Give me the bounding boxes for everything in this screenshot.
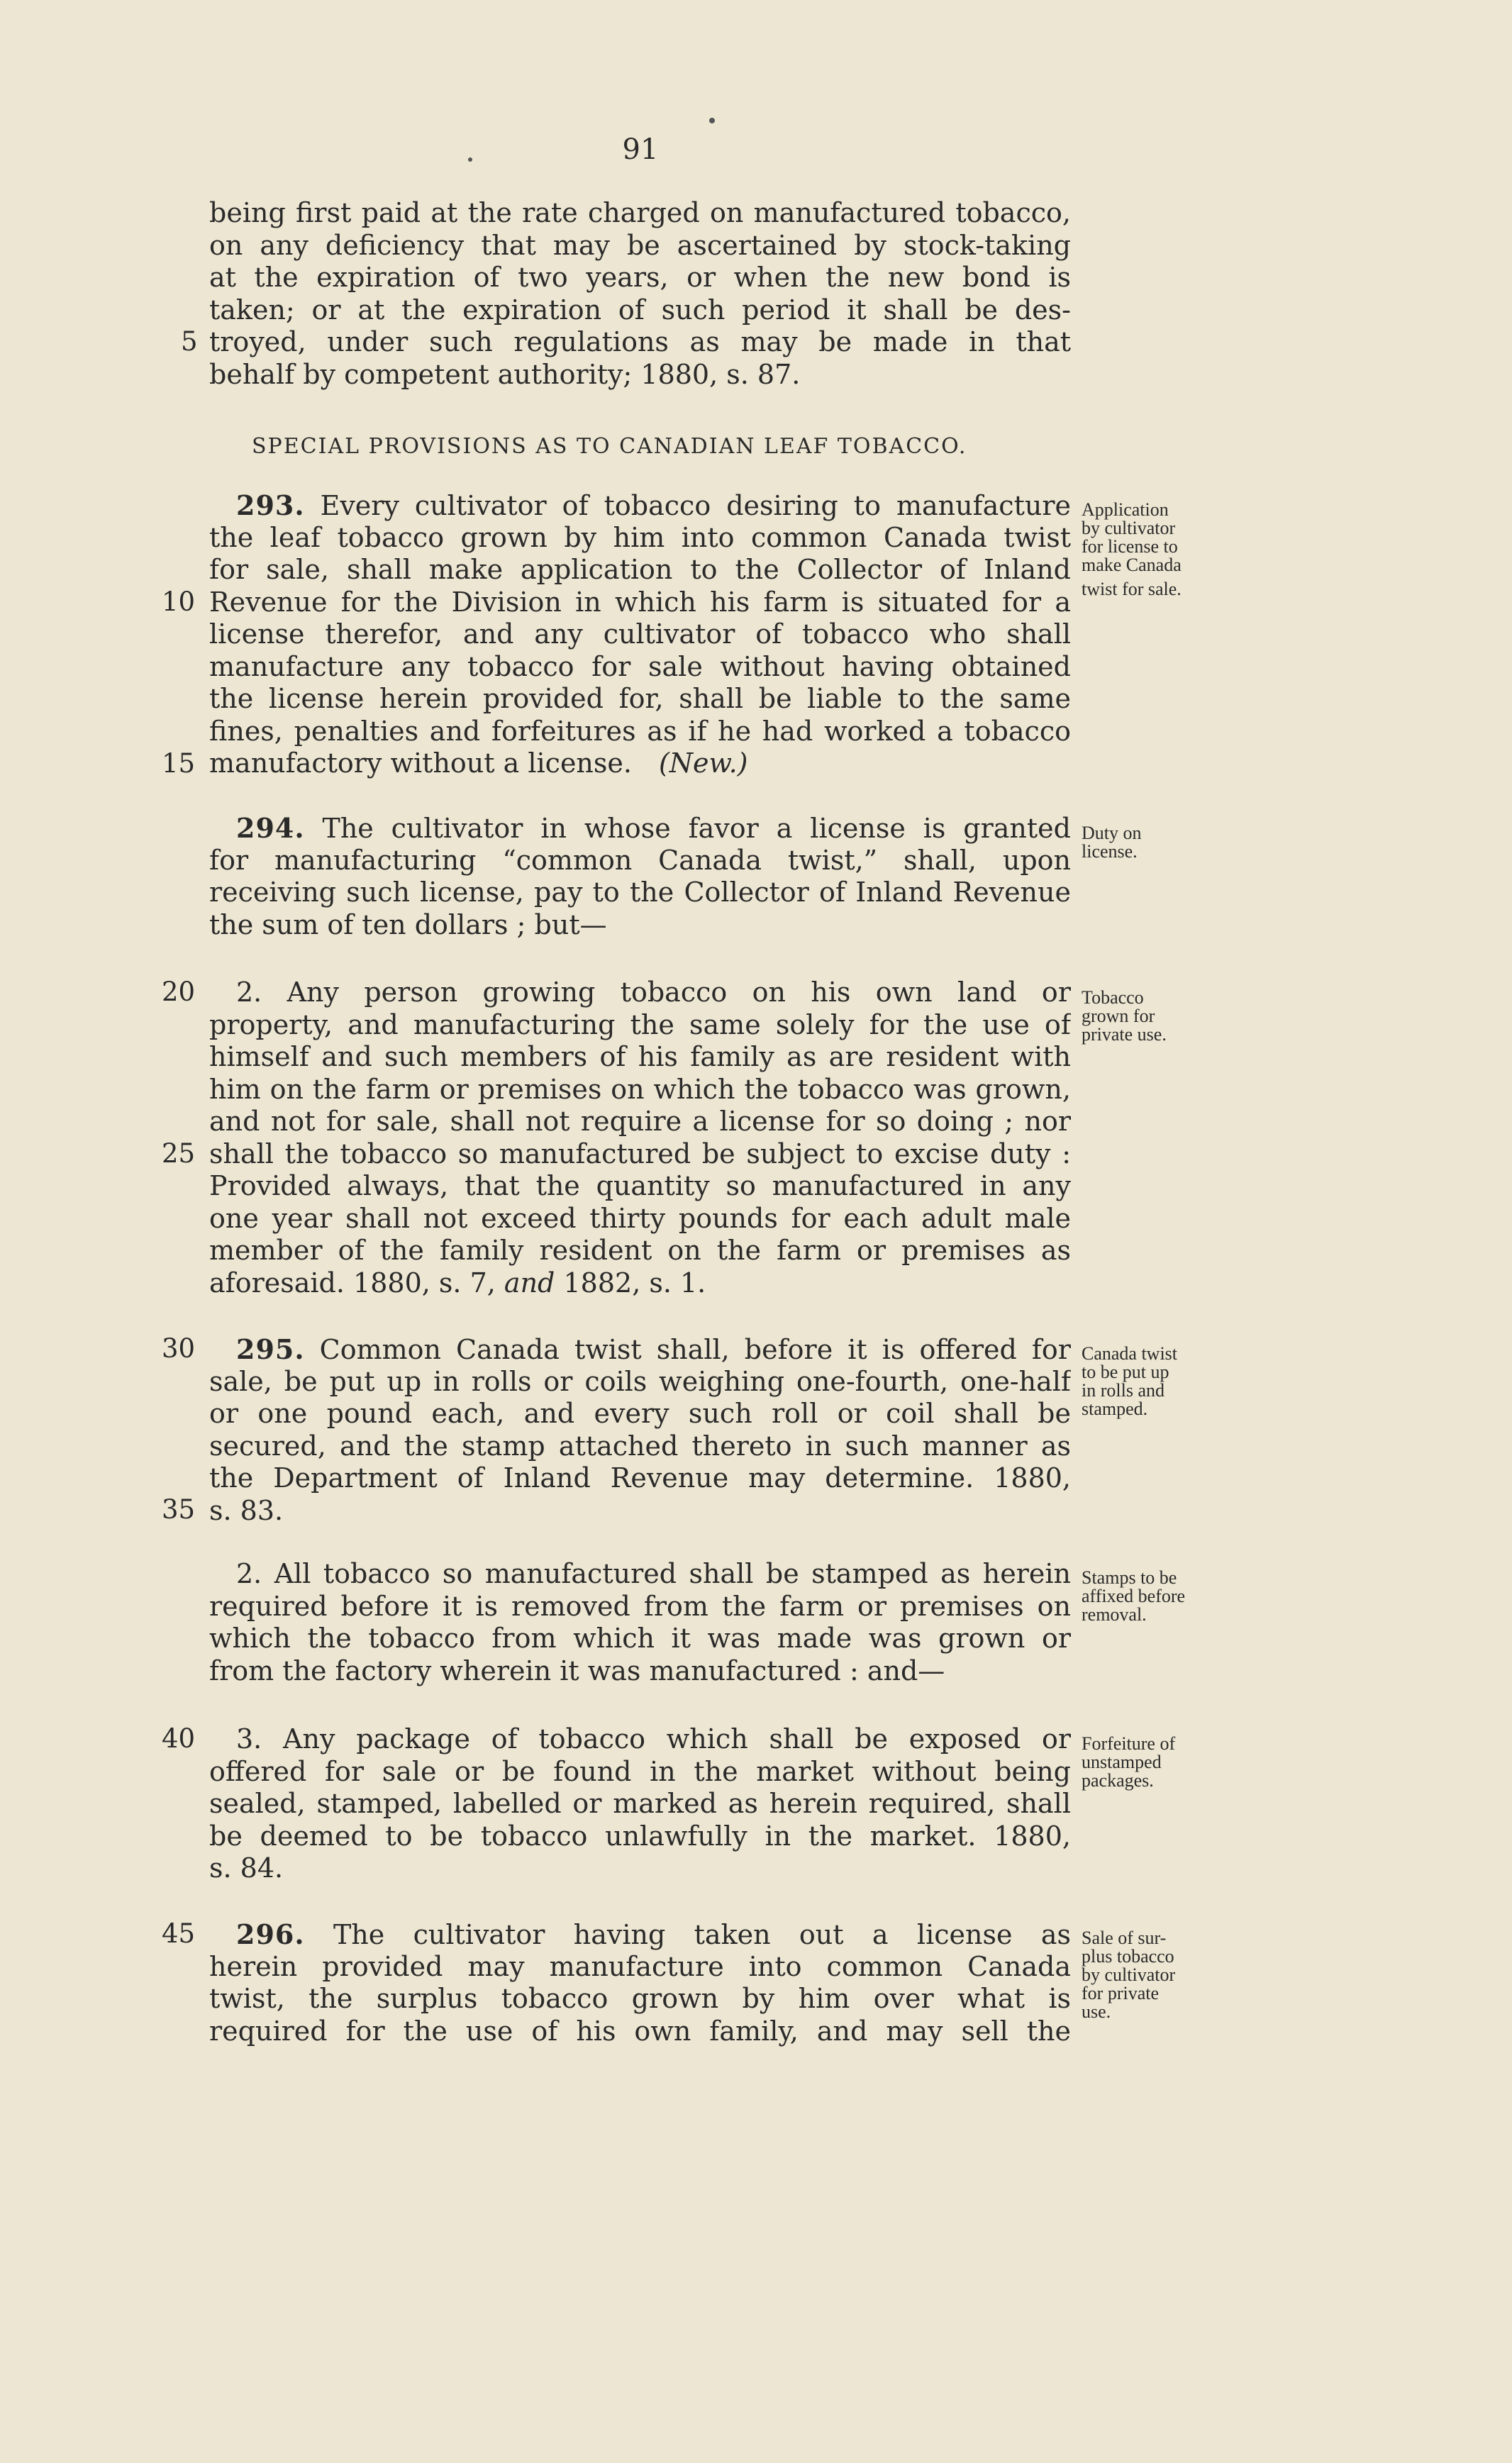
text-line: fines, penalties and forfeitures as if he had worked a tobacco (209, 715, 1071, 747)
line-number: 30 (162, 1333, 196, 1364)
margin-note (1082, 501, 1238, 599)
text-line (209, 489, 1071, 522)
citation-and: and (504, 1267, 555, 1299)
margin-line: make Canada (1082, 555, 1182, 575)
text-line: on any deficiency that may be ascertained by stock-taking (209, 229, 1071, 261)
margin-line: for license to (1082, 536, 1178, 557)
text-line: be deemed to be tobacco unlawfully in the market. 1880, (209, 1820, 1071, 1852)
margin-line: Canada twist (1082, 1343, 1178, 1364)
text-line: him on the farm or premises on which the tobacco was grown, (209, 1073, 1071, 1105)
text-line: behalf by competent authority; 1880, s. 87. (209, 358, 801, 390)
margin-line: private use. (1082, 1024, 1167, 1045)
text-line: troyed, under such regulations as may be made in that (209, 326, 1071, 357)
opening-paragraph (209, 197, 1071, 391)
text-line: being first paid at the rate charged on manufactured tobacco, (209, 197, 1071, 228)
text-line: one year shall not exceed thirty pounds for each adult male (209, 1202, 1071, 1234)
text-line: for sale, shall make application to the Collector of Inland (209, 554, 1071, 585)
margin-line: Forfeiture of (1082, 1733, 1176, 1754)
line-number: 35 (162, 1494, 196, 1525)
subsection-private-use (209, 977, 1071, 1299)
text-line: herein provided may manufacture into common Canada (209, 1950, 1071, 1982)
margin-line: for private (1082, 1983, 1160, 2003)
margin-line: by cultivator (1082, 518, 1176, 538)
section-number: 294. (236, 812, 305, 844)
margin-line: in rolls and (1082, 1380, 1164, 1401)
text-fragment: Any package of tobacco which shall be exposed or (283, 1723, 1071, 1755)
text-line (209, 1333, 1071, 1366)
section-293 (209, 489, 1071, 780)
margin-line: Sale of sur- (1082, 1928, 1167, 1948)
text-line: the leaf tobacco grown by him into common Canada twist (209, 521, 1071, 553)
text-line: for manufacturing “common Canada twist,” shall, upon (209, 844, 1071, 876)
section-number: 293. (236, 489, 305, 521)
text-line: offered for sale or be found in the market without being (209, 1755, 1071, 1787)
text-line: Revenue for the Division in which his farm is situated for a (209, 586, 1071, 618)
margin-line: twist for sale. (1082, 579, 1182, 599)
text-fragment: manufactory without a license. (209, 747, 632, 779)
line-number: 5 (181, 326, 198, 357)
subsection-number: 3. (236, 1723, 262, 1755)
text-line: s. 83. (209, 1494, 284, 1526)
text-line: or one pound each, and every such roll or coil shall be (209, 1398, 1071, 1429)
section-number: 296. (236, 1918, 305, 1950)
margin-line: stamped. (1082, 1399, 1148, 1419)
margin-note (1082, 1929, 1238, 2021)
margin-line: grown for (1082, 1006, 1155, 1026)
text-line: himself and such members of his family as are resident with (209, 1041, 1071, 1072)
text-line: manufacture any tobacco for sale without having obtained (209, 650, 1071, 682)
margin-line: plus tobacco (1082, 1946, 1174, 1967)
text-line: member of the family resident on the farm or premises as (209, 1235, 1071, 1266)
text-line (209, 1267, 1071, 1300)
margin-line: unstamped (1082, 1752, 1162, 1772)
citation: 1882, s. 1. (563, 1267, 706, 1299)
text-line: receiving such license, pay to the Collector of Inland Revenue (209, 877, 1071, 908)
text-line: sealed, stamped, labelled or marked as herein required, shall (209, 1788, 1071, 1819)
margin-line: removal. (1082, 1604, 1147, 1625)
margin-note (1082, 989, 1238, 1044)
line-number: 20 (162, 977, 196, 1007)
text-line (209, 747, 1071, 780)
text-line: property, and manufacturing the same solely for the use of (209, 1008, 1071, 1040)
text-line: at the expiration of two years, or when the new bond is (209, 262, 1071, 293)
text-line: shall the tobacco so manufactured be subject to excise duty : (209, 1138, 1071, 1169)
subsection-forfeiture (209, 1723, 1071, 1885)
section-295 (209, 1333, 1071, 1527)
citation: (New.) (658, 747, 748, 779)
text-fragment: Any person growing tobacco on his own land or (287, 977, 1071, 1008)
text-fragment: Every cultivator of tobacco desiring to manufacture (320, 490, 1071, 521)
text-line (209, 1918, 1071, 1951)
margin-line: Tobacco (1082, 987, 1144, 1008)
text-line: which the tobacco from which it was made was grown or (209, 1623, 1071, 1654)
line-number: 45 (162, 1918, 196, 1949)
text-line: required for the use of his own family, and may sell the (209, 2015, 1071, 2047)
margin-line: to be put up (1082, 1362, 1169, 1382)
subsection-number: 2. (236, 1558, 262, 1589)
text-line: license therefor, and any cultivator of tobacco who shall (209, 618, 1071, 650)
line-number: 25 (162, 1138, 196, 1169)
text-fragment: Common Canada twist shall, before it is offered for (319, 1334, 1071, 1365)
text-line (209, 1723, 1071, 1756)
margin-line: use. (1082, 2001, 1111, 2022)
line-number: 40 (162, 1723, 196, 1754)
text-line: the Department of Inland Revenue may determine. 1880, (209, 1462, 1071, 1494)
text-line (209, 1558, 1071, 1591)
text-line: from the factory wherein it was manufactured : and— (209, 1655, 945, 1686)
text-line: twist, the surplus tobacco grown by him over what is (209, 1983, 1071, 2014)
text-line: the sum of ten dollars ; but— (209, 908, 607, 940)
text-line (209, 812, 1071, 845)
text-fragment: aforesaid. 1880, s. 7, (209, 1267, 496, 1299)
ink-dot (709, 118, 715, 123)
section-296 (209, 1918, 1071, 2047)
section-heading: SPECIAL PROVISIONS AS TO CANADIAN LEAF TOBACCO. (252, 434, 967, 459)
margin-line: packages. (1082, 1770, 1154, 1791)
text-fragment: The cultivator in whose favor a license is granted (322, 813, 1071, 844)
text-line: the license herein provided for, shall be liable to the same (209, 683, 1071, 714)
margin-note (1082, 1735, 1238, 1790)
text-line: taken; or at the expiration of such period it shall be des- (209, 294, 1071, 326)
text-line: and not for sale, shall not require a license for so doing ; nor (209, 1106, 1071, 1137)
page-number: 91 (622, 133, 659, 166)
margin-note (1082, 1569, 1238, 1624)
margin-line: Application (1082, 499, 1169, 520)
margin-line: affixed before (1082, 1586, 1186, 1606)
line-number: 15 (162, 748, 196, 779)
margin-line: Stamps to be (1082, 1567, 1177, 1588)
text-line: s. 84. (209, 1852, 284, 1884)
margin-note (1082, 1345, 1238, 1418)
text-fragment: The cultivator having taken out a license as (333, 1919, 1071, 1950)
margin-line: Duty on (1082, 823, 1142, 843)
subsection-stamps (209, 1558, 1071, 1687)
margin-line: by cultivator (1082, 1964, 1176, 1985)
text-line: secured, and the stamp attached thereto in such manner as (209, 1430, 1071, 1462)
section-294 (209, 812, 1071, 941)
text-line: sale, be put up in rolls or coils weighing one-fourth, one-half (209, 1365, 1071, 1397)
section-number: 295. (236, 1333, 305, 1365)
margin-line: license. (1082, 841, 1138, 862)
text-fragment: All tobacco so manufactured shall be stamped as herein (274, 1558, 1071, 1589)
line-number: 10 (162, 586, 196, 617)
margin-note (1082, 824, 1238, 861)
text-line (209, 977, 1071, 1009)
text-line: Provided always, that the quantity so manufactured in any (209, 1170, 1071, 1201)
subsection-number: 2. (236, 977, 262, 1008)
text-line: required before it is removed from the farm or premises on (209, 1590, 1071, 1622)
